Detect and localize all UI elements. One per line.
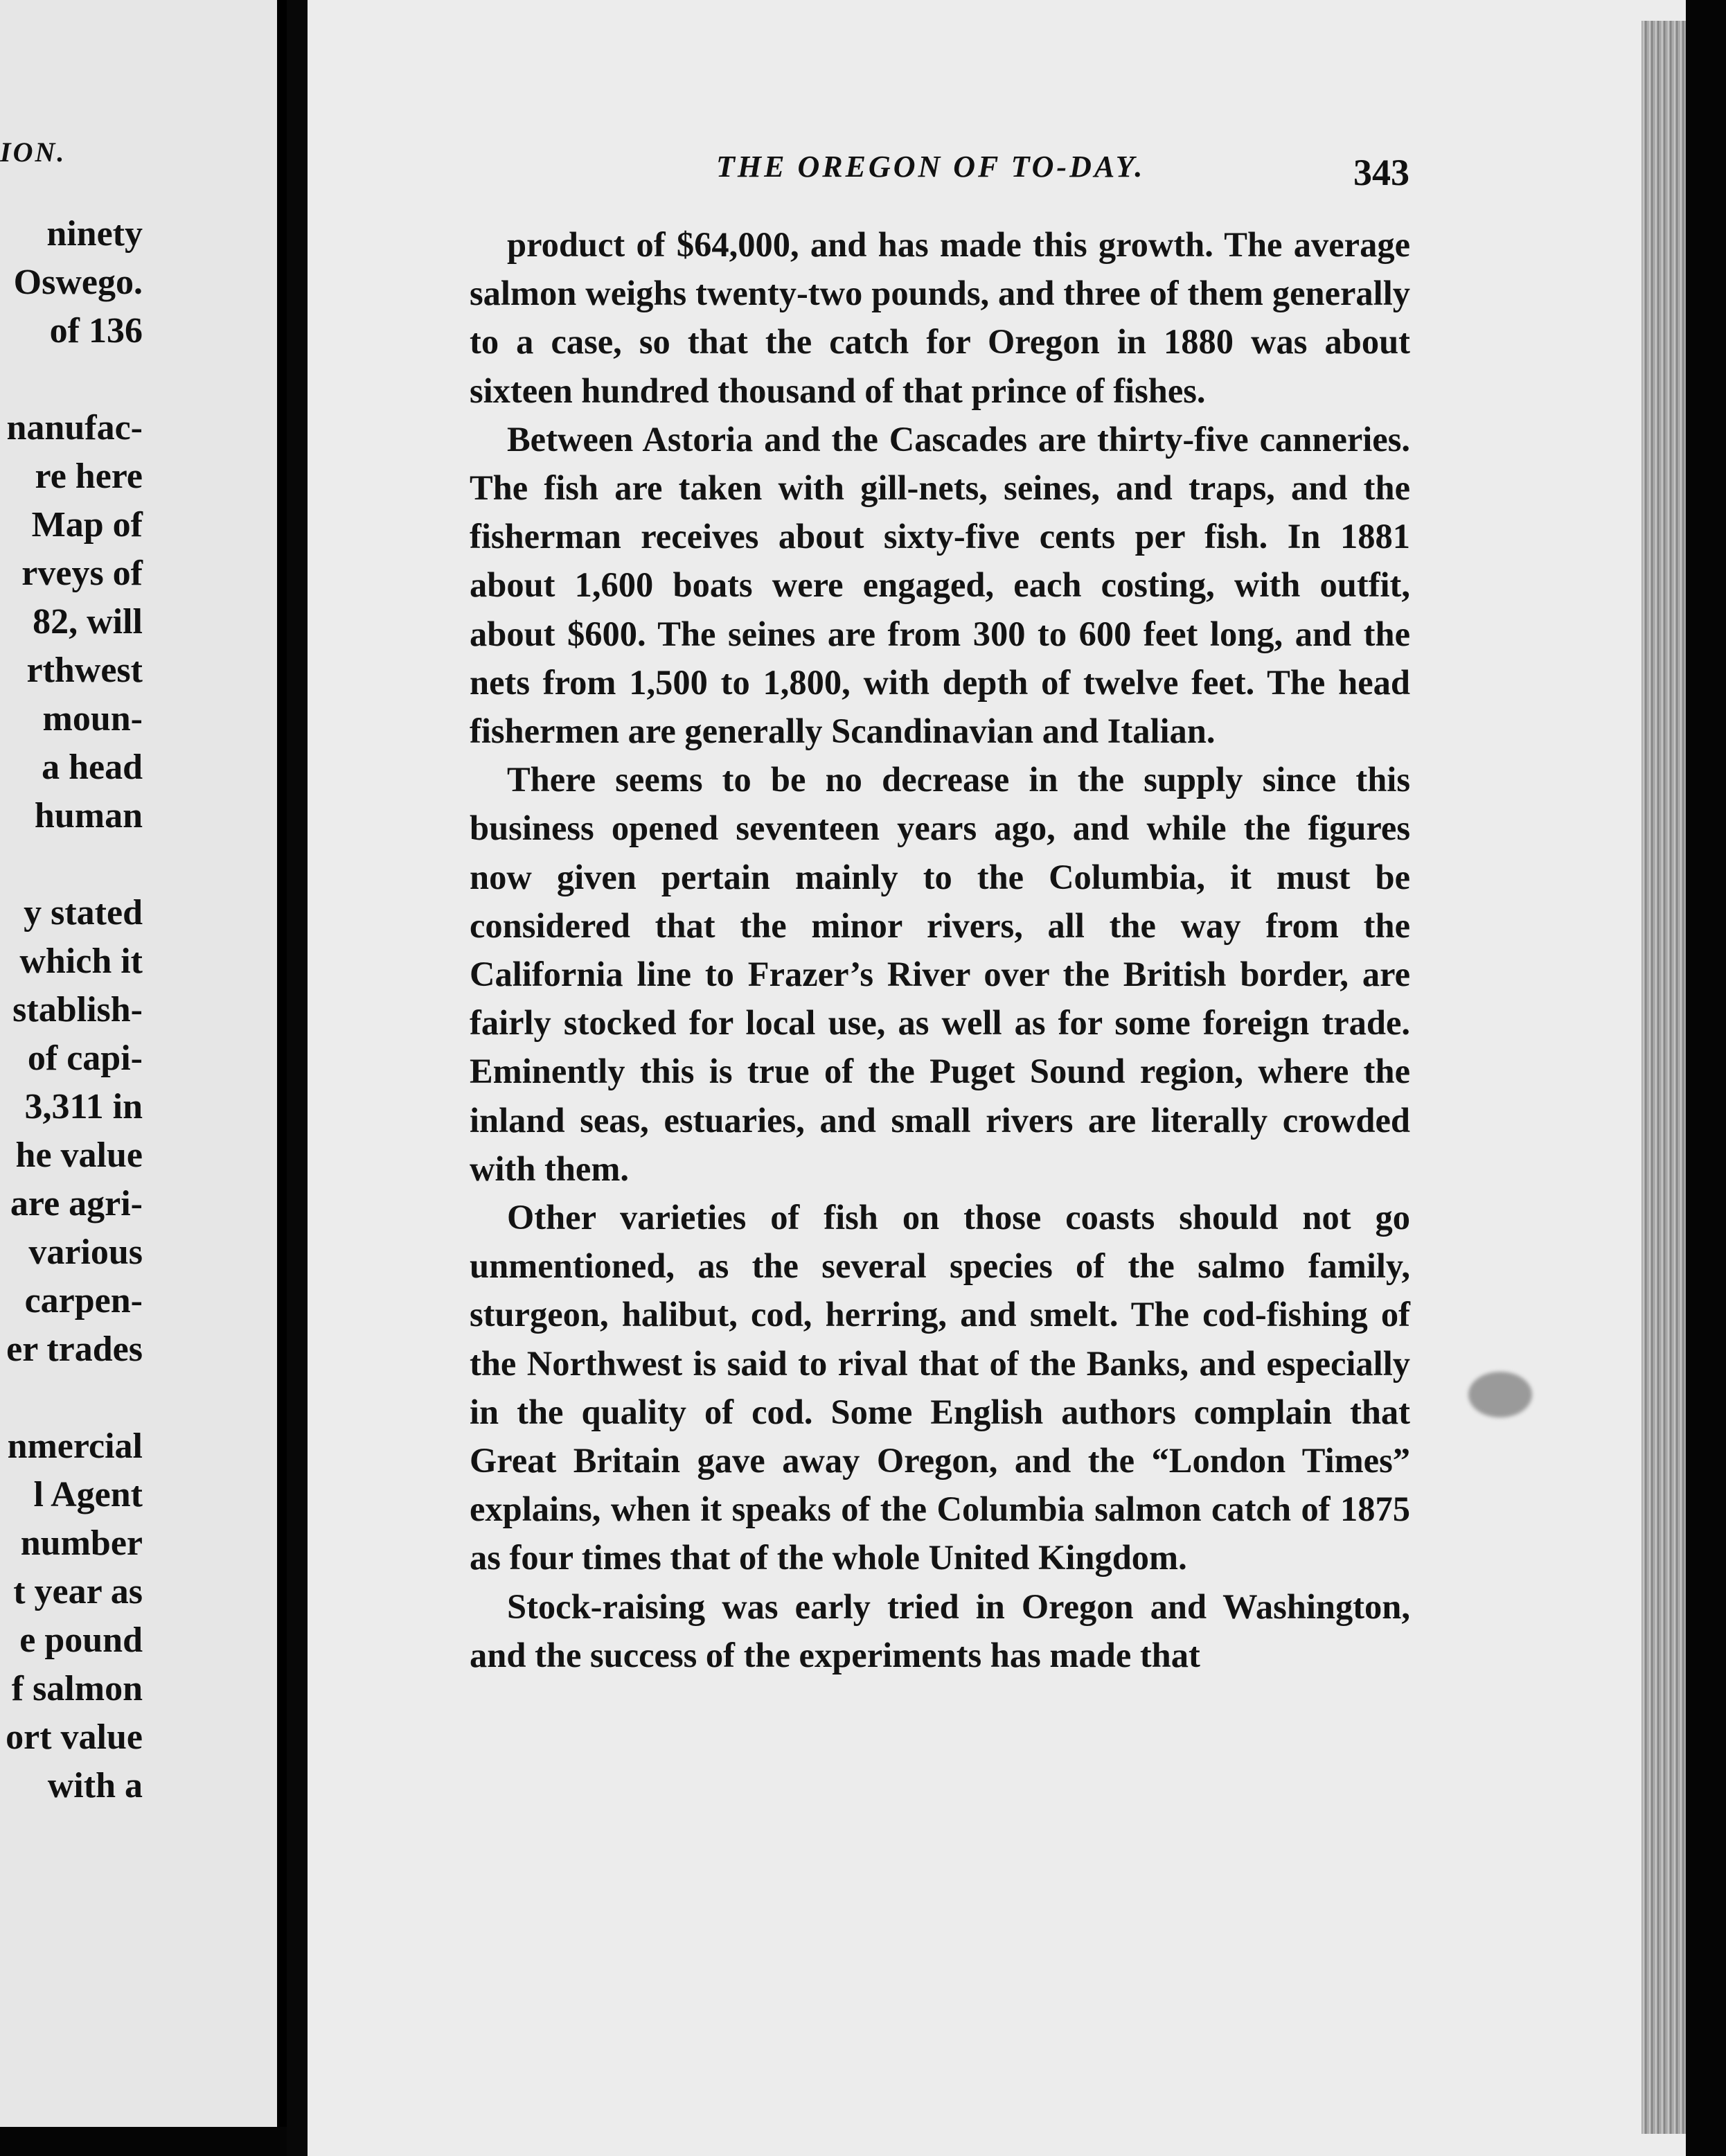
left-page-line: human bbox=[34, 796, 143, 836]
left-page-line: of 136 bbox=[49, 311, 143, 351]
left-page-line: moun- bbox=[42, 699, 143, 739]
right-page bbox=[308, 0, 1686, 2156]
left-page-line: nanufac- bbox=[6, 408, 143, 448]
left-page-line: y stated bbox=[24, 893, 143, 933]
left-page-line: which it bbox=[19, 942, 143, 981]
left-page-line: er trades bbox=[6, 1329, 143, 1369]
left-page-line: ninety bbox=[46, 214, 143, 254]
page-edges bbox=[1642, 21, 1686, 2134]
left-page-line: he value bbox=[15, 1136, 143, 1175]
left-page-line: Map of bbox=[31, 505, 143, 545]
left-page-line: of capi- bbox=[27, 1039, 143, 1078]
paragraph: There seems to be no decrease in the supply since this business opened seventeen years ago, and while the figures now given pertain mainly to the Columbia, it must be considered that the minor rivers, all the way from the California line to Frazer’s River over the British border, are fairly stocked for local use, as well as for some foreign trade. Eminently this is true of the Puget Sound region, where the inland seas, estuaries, and small rivers are literally crowded with them. bbox=[470, 760, 1410, 1188]
page-smudge bbox=[1468, 1372, 1532, 1417]
left-facing-page bbox=[0, 0, 287, 2127]
paragraph: product of $64,000, and has made this growth. The average salmon weighs twenty-two pounds, and three of them generally to a case, so that the catch for Oregon in 1880 was about sixteen hundred thousand of that prince of fishes. bbox=[470, 225, 1410, 410]
page-number: 343 bbox=[1353, 152, 1409, 193]
left-page-line: carpen- bbox=[24, 1281, 143, 1320]
left-page-line: f salmon bbox=[11, 1669, 143, 1708]
left-page-line: rveys of bbox=[21, 554, 143, 593]
paragraph: Stock-raising was early tried in Oregon and Washington, and the success of the experiments has made that bbox=[470, 1587, 1410, 1675]
left-page-line: 82, will bbox=[33, 602, 143, 642]
left-page-line: with a bbox=[47, 1766, 143, 1805]
paragraph: Other varieties of fish on those coasts should not go unmentioned, as the several species of the salmo family, sturgeon, halibut, cod, herring, and smelt. The cod-fishing of the Northwest is said to rival that of the Banks, and especially in the quality of cod. Some English authors complain that Great Britain gave away Oregon, and the “London Times” explains, when it speaks of the Columbia salmon catch of 1875 as four times that of the whole United Kingdom. bbox=[470, 1198, 1410, 1578]
left-page-line: ort value bbox=[6, 1717, 143, 1757]
left-page-line: l Agent bbox=[33, 1475, 143, 1514]
running-head: THE OREGON OF TO-DAY. bbox=[716, 150, 1146, 184]
left-running-head: ION. bbox=[0, 136, 66, 168]
left-page-line: t year as bbox=[13, 1572, 143, 1611]
left-page-line: are agri- bbox=[10, 1184, 143, 1223]
paragraph: Between Astoria and the Cascades are thirty-five canneries. The fish are taken with gill-nets, seines, and traps, and the fisherman receives about sixty-five cents per fish. In 1881 about 1,600 boats were engaged, each costing, with outfit, about $600. The seines are from 300 to 600 feet long, and the nets from 1,500 to 1,800, with depth of twelve feet. The head fishermen are generally Scandinavian and Italian. bbox=[470, 419, 1410, 751]
left-page-line: e pound bbox=[19, 1620, 143, 1660]
left-page-line: number bbox=[20, 1523, 143, 1563]
book-gutter bbox=[287, 0, 308, 2156]
left-page-line: stablish- bbox=[12, 990, 143, 1030]
left-page-line: various bbox=[28, 1232, 143, 1272]
body-text bbox=[470, 220, 1410, 1679]
left-page-line: 3,311 in bbox=[24, 1087, 143, 1126]
left-page-line: re here bbox=[35, 457, 143, 496]
left-page-line: Oswego. bbox=[13, 263, 143, 302]
left-page-line: nmercial bbox=[7, 1426, 143, 1466]
left-page-line: rthwest bbox=[26, 651, 143, 690]
left-page-line: a head bbox=[42, 748, 143, 787]
